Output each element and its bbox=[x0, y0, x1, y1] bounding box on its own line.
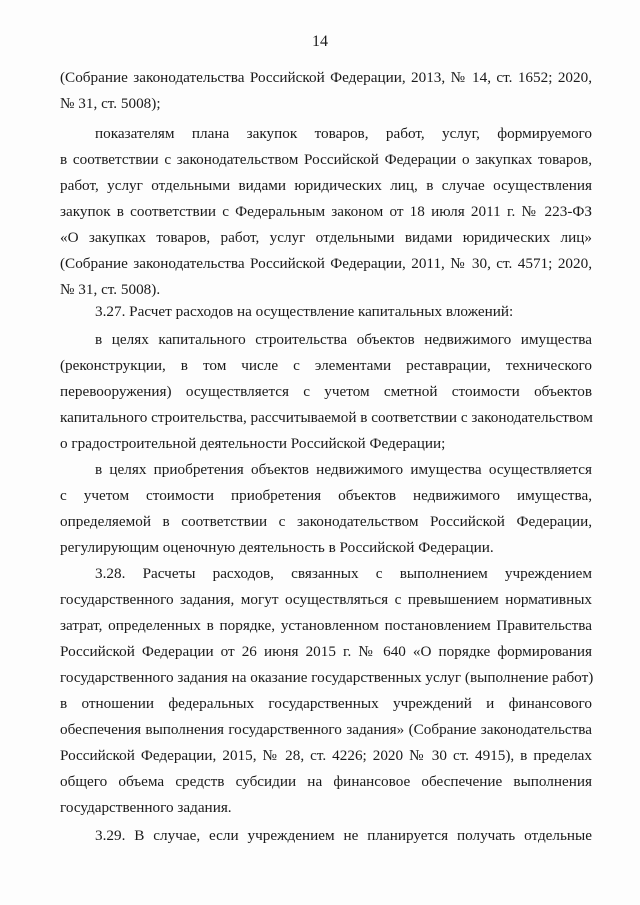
text-line: в целях приобретения объектов недвижимого имущества осуществляется bbox=[95, 461, 592, 478]
text-line: государственного задания. bbox=[60, 799, 232, 816]
text-line: затрат, определенных в порядке, установленном постановлением Правительства bbox=[60, 617, 592, 634]
text-line: (Собрание законодательства Российской Федерации, 2013, № 14, ст. 1652; 2020, bbox=[60, 69, 592, 86]
text-line: определяемой в соответствии с законодательством Российской Федерации, bbox=[60, 513, 592, 530]
text-line: Российской Федерации, 2015, № 28, ст. 4226; 2020 № 30 ст. 4915), в пределах bbox=[60, 747, 592, 764]
text-line: регулирующим оценочную деятельность в Российской Федерации. bbox=[60, 539, 494, 556]
text-line: № 31, ст. 5008); bbox=[60, 95, 161, 112]
page-number: 14 bbox=[312, 33, 328, 50]
text-line: обеспечения выполнения государственного задания» (Собрание законодательства bbox=[60, 721, 592, 738]
text-line: показателям плана закупок товаров, работ, услуг, формируемого bbox=[95, 125, 592, 142]
text-line: государственного задания на оказание государственных услуг (выполнение работ) bbox=[60, 669, 594, 686]
text-line: государственного задания, могут осуществляться с превышением нормативных bbox=[60, 591, 592, 608]
text-line: в соответствии с законодательством Российской Федерации о закупках товаров, bbox=[60, 151, 592, 168]
text-line: (Собрание законодательства Российской Федерации, 2011, № 30, ст. 4571; 2020, bbox=[60, 255, 592, 272]
text-line: с учетом стоимости приобретения объектов недвижимого имущества, bbox=[60, 487, 592, 504]
text-line: капитального строительства, рассчитываемой в соответствии с законодательством bbox=[60, 409, 593, 426]
text-line: 3.29. В случае, если учреждением не планируется получать отдельные bbox=[95, 827, 592, 844]
text-line: в целях капитального строительства объектов недвижимого имущества bbox=[95, 331, 592, 348]
text-line: работ, услуг отдельными видами юридических лиц, в случае осуществления bbox=[60, 177, 592, 194]
text-line: 3.28. Расчеты расходов, связанных с выполнением учреждением bbox=[95, 565, 592, 582]
text-line: о градостроительной деятельности Российской Федерации; bbox=[60, 435, 446, 452]
text-line: перевооружения) осуществляется с учетом сметной стоимости объектов bbox=[60, 383, 592, 400]
text-line: закупок в соответствии с Федеральным законом от 18 июля 2011 г. № 223-ФЗ bbox=[60, 203, 592, 220]
text-line: в отношении федеральных государственных учреждений и финансового bbox=[60, 695, 592, 712]
text-line: 3.27. Расчет расходов на осуществление капитальных вложений: bbox=[95, 303, 514, 320]
text-line: «О закупках товаров, работ, услуг отдельными видами юридических лиц» bbox=[60, 229, 592, 246]
text-line: Российской Федерации от 26 июня 2015 г. № 640 «О порядке формирования bbox=[60, 643, 592, 660]
text-line: № 31, ст. 5008). bbox=[60, 281, 161, 298]
text-line: (реконструкции, в том числе с элементами реставрации, технического bbox=[60, 357, 592, 374]
text-line: общего объема средств субсидии на финансовое обеспечение выполнения bbox=[60, 773, 592, 790]
